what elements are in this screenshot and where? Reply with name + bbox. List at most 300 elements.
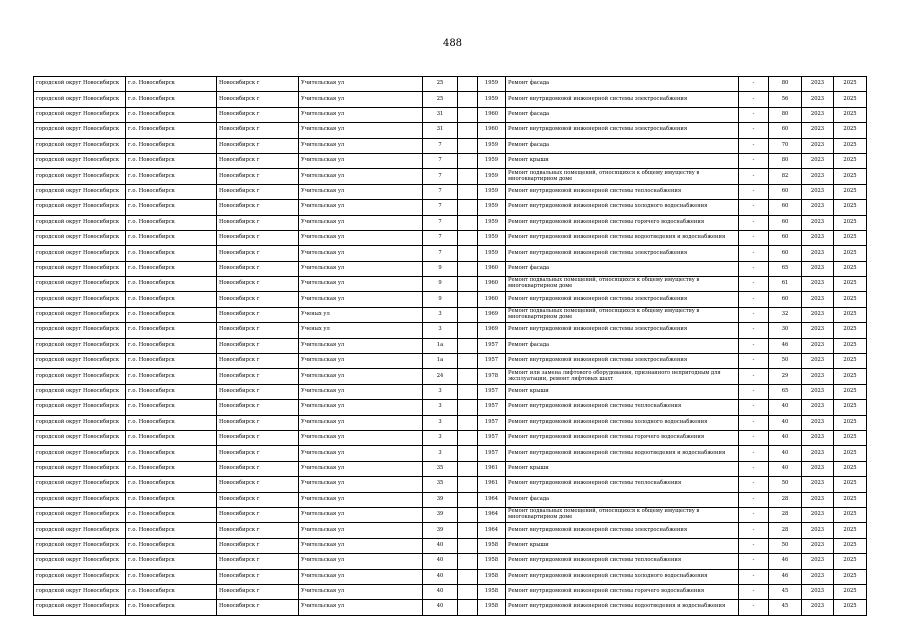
cell-year: 1957 [478,384,506,399]
cell-year: 1969 [478,307,506,322]
cell-building [458,323,478,338]
table-row [34,523,867,538]
cell-year-start: 2023 [802,384,834,399]
cell-percent: 82 [769,169,802,184]
cell-year-start: 2023 [802,138,834,153]
cell-house-number: 31 [423,107,458,122]
cell-year-end: 2025 [834,446,867,461]
table-body [34,77,867,616]
cell-work-type: Ремонт фасада [506,107,739,122]
cell-year-start: 2023 [802,215,834,230]
cell-settlement: Новосибирск г [217,338,299,353]
cell-year-start: 2023 [802,523,834,538]
cell-work-type: Ремонт внутридомовой инженерной системы водоотведения и водоснабжения [506,600,739,615]
table-row [34,538,867,553]
cell-percent: 46 [769,569,802,584]
cell-year: 1957 [478,354,506,369]
table-row [34,507,867,522]
cell-settlement: Новосибирск г [217,492,299,507]
cell-percent: 60 [769,123,802,138]
cell-year: 1959 [478,77,506,92]
cell-district: г.о. Новосибирск [126,600,217,615]
cell-house-number: 40 [423,554,458,569]
cell-year-start: 2023 [802,107,834,122]
cell-municipality: городской округ Новосибирск [34,153,126,168]
cell-year-start: 2023 [802,246,834,261]
cell-year-end: 2025 [834,338,867,353]
cell-percent: 32 [769,307,802,322]
cell-year-start: 2023 [802,369,834,384]
cell-empty-col: - [739,538,769,553]
cell-street: Ученых ул [299,323,423,338]
cell-percent: 65 [769,261,802,276]
cell-house-number: 40 [423,600,458,615]
cell-building [458,215,478,230]
table-row [34,369,867,384]
cell-empty-col: - [739,461,769,476]
cell-percent: 29 [769,369,802,384]
cell-year-start: 2023 [802,307,834,322]
cell-work-type: Ремонт крыши [506,384,739,399]
cell-work-type: Ремонт внутридомовой инженерной системы теплоснабжения [506,554,739,569]
cell-year: 1957 [478,415,506,430]
cell-district: г.о. Новосибирск [126,461,217,476]
cell-empty-col: - [739,600,769,615]
cell-work-type: Ремонт подвальных помещений, относящихся к общему имуществу в многоквартирном доме [506,169,739,184]
cell-work-type: Ремонт подвальных помещений, относящихся к общему имуществу в многоквартирном доме [506,277,739,292]
table-row [34,446,867,461]
cell-building [458,523,478,538]
cell-settlement: Новосибирск г [217,200,299,215]
cell-building [458,415,478,430]
cell-building [458,461,478,476]
cell-district: г.о. Новосибирск [126,507,217,522]
cell-year-end: 2025 [834,507,867,522]
table-row [34,153,867,168]
cell-settlement: Новосибирск г [217,569,299,584]
cell-percent: 70 [769,138,802,153]
cell-municipality: городской округ Новосибирск [34,461,126,476]
cell-year-start: 2023 [802,492,834,507]
cell-municipality: городской округ Новосибирск [34,477,126,492]
cell-settlement: Новосибирск г [217,92,299,107]
cell-year-end: 2025 [834,77,867,92]
cell-municipality: городской округ Новосибирск [34,92,126,107]
cell-settlement: Новосибирск г [217,461,299,476]
cell-street: Учительская ул [299,230,423,245]
cell-year: 1958 [478,554,506,569]
cell-district: г.о. Новосибирск [126,354,217,369]
cell-district: г.о. Новосибирск [126,153,217,168]
cell-year-end: 2025 [834,107,867,122]
cell-percent: 65 [769,384,802,399]
table-row [34,569,867,584]
table-row [34,261,867,276]
cell-year: 1958 [478,584,506,599]
cell-year-end: 2025 [834,230,867,245]
cell-settlement: Новосибирск г [217,261,299,276]
cell-empty-col: - [739,184,769,199]
cell-street: Учительская ул [299,446,423,461]
cell-municipality: городской округ Новосибирск [34,430,126,445]
cell-house-number: 3 [423,400,458,415]
cell-house-number: 35 [423,461,458,476]
cell-year-start: 2023 [802,507,834,522]
cell-year-end: 2025 [834,584,867,599]
cell-settlement: Новосибирск г [217,107,299,122]
cell-district: г.о. Новосибирск [126,430,217,445]
cell-settlement: Новосибирск г [217,77,299,92]
cell-house-number: 1а [423,338,458,353]
cell-building [458,569,478,584]
cell-year-end: 2025 [834,200,867,215]
cell-district: г.о. Новосибирск [126,384,217,399]
cell-street: Учительская ул [299,584,423,599]
cell-municipality: городской округ Новосибирск [34,415,126,430]
cell-empty-col: - [739,507,769,522]
cell-municipality: городской округ Новосибирск [34,215,126,230]
cell-percent: 40 [769,430,802,445]
cell-empty-col: - [739,523,769,538]
cell-street: Учительская ул [299,430,423,445]
cell-district: г.о. Новосибирск [126,569,217,584]
cell-year-end: 2025 [834,215,867,230]
cell-year: 1957 [478,446,506,461]
cell-municipality: городской округ Новосибирск [34,523,126,538]
cell-empty-col: - [739,323,769,338]
cell-year-end: 2025 [834,261,867,276]
cell-year-end: 2025 [834,138,867,153]
cell-percent: 28 [769,492,802,507]
cell-empty-col: - [739,292,769,307]
cell-district: г.о. Новосибирск [126,369,217,384]
cell-year-end: 2025 [834,554,867,569]
table-row [34,354,867,369]
cell-work-type: Ремонт внутридомовой инженерной системы теплоснабжения [506,400,739,415]
cell-year: 1958 [478,600,506,615]
cell-work-type: Ремонт подвальных помещений, относящихся к общему имуществу в многоквартирном доме [506,507,739,522]
cell-year-start: 2023 [802,430,834,445]
cell-work-type: Ремонт внутридомовой инженерной системы электроснабжения [506,292,739,307]
table-row [34,123,867,138]
cell-work-type: Ремонт внутридомовой инженерной системы горячего водоснабжения [506,430,739,445]
cell-district: г.о. Новосибирск [126,584,217,599]
cell-percent: 45 [769,584,802,599]
cell-municipality: городской округ Новосибирск [34,492,126,507]
cell-work-type: Ремонт фасада [506,77,739,92]
cell-building [458,492,478,507]
cell-year-start: 2023 [802,338,834,353]
cell-district: г.о. Новосибирск [126,492,217,507]
cell-building [458,123,478,138]
cell-building [458,246,478,261]
cell-empty-col: - [739,169,769,184]
cell-year-start: 2023 [802,261,834,276]
cell-building [458,538,478,553]
cell-house-number: 7 [423,169,458,184]
cell-year: 1959 [478,184,506,199]
table-row [34,107,867,122]
table-row [34,246,867,261]
cell-street: Учительская ул [299,400,423,415]
cell-municipality: городской округ Новосибирск [34,123,126,138]
table-row [34,415,867,430]
cell-percent: 46 [769,338,802,353]
table-row [34,430,867,445]
cell-house-number: 9 [423,292,458,307]
table-row [34,77,867,92]
cell-house-number: 25 [423,92,458,107]
table-row [34,92,867,107]
cell-building [458,77,478,92]
cell-year-end: 2025 [834,477,867,492]
cell-year-end: 2025 [834,400,867,415]
cell-municipality: городской округ Новосибирск [34,261,126,276]
cell-house-number: 7 [423,138,458,153]
cell-street: Учительская ул [299,169,423,184]
cell-house-number: 9 [423,277,458,292]
cell-percent: 40 [769,446,802,461]
cell-building [458,354,478,369]
cell-street: Учительская ул [299,600,423,615]
cell-street: Учительская ул [299,569,423,584]
cell-district: г.о. Новосибирск [126,446,217,461]
cell-district: г.о. Новосибирск [126,169,217,184]
table-row [34,600,867,615]
cell-work-type: Ремонт внутридомовой инженерной системы электроснабжения [506,523,739,538]
cell-street: Учительская ул [299,77,423,92]
cell-building [458,400,478,415]
cell-percent: 60 [769,200,802,215]
cell-year-start: 2023 [802,477,834,492]
cell-house-number: 1а [423,354,458,369]
cell-house-number: 40 [423,538,458,553]
cell-building [458,307,478,322]
cell-settlement: Новосибирск г [217,384,299,399]
cell-house-number: 39 [423,523,458,538]
cell-year-end: 2025 [834,415,867,430]
cell-year-end: 2025 [834,492,867,507]
cell-settlement: Новосибирск г [217,400,299,415]
cell-year-start: 2023 [802,123,834,138]
cell-street: Учительская ул [299,338,423,353]
cell-empty-col: - [739,584,769,599]
cell-house-number: 25 [423,77,458,92]
cell-house-number: 39 [423,507,458,522]
cell-settlement: Новосибирск г [217,323,299,338]
cell-empty-col: - [739,430,769,445]
cell-district: г.о. Новосибирск [126,323,217,338]
cell-year-start: 2023 [802,77,834,92]
cell-district: г.о. Новосибирск [126,184,217,199]
cell-settlement: Новосибирск г [217,446,299,461]
cell-empty-col: - [739,77,769,92]
cell-empty-col: - [739,200,769,215]
cell-year-start: 2023 [802,600,834,615]
cell-building [458,369,478,384]
table-row [34,169,867,184]
cell-empty-col: - [739,415,769,430]
cell-building [458,230,478,245]
cell-building [458,92,478,107]
cell-percent: 46 [769,554,802,569]
cell-empty-col: - [739,153,769,168]
cell-year-end: 2025 [834,369,867,384]
table-row [34,215,867,230]
cell-year-start: 2023 [802,584,834,599]
cell-municipality: городской округ Новосибирск [34,338,126,353]
cell-building [458,277,478,292]
cell-house-number: 7 [423,215,458,230]
table-row [34,323,867,338]
cell-year: 1960 [478,292,506,307]
cell-year: 1961 [478,461,506,476]
cell-street: Учительская ул [299,138,423,153]
cell-empty-col: - [739,554,769,569]
cell-percent: 56 [769,92,802,107]
cell-street: Учительская ул [299,184,423,199]
cell-year-end: 2025 [834,92,867,107]
cell-street: Учительская ул [299,215,423,230]
cell-street: Ученых ул [299,307,423,322]
cell-year: 1960 [478,277,506,292]
cell-building [458,200,478,215]
cell-municipality: городской округ Новосибирск [34,184,126,199]
cell-house-number: 3 [423,384,458,399]
cell-year-start: 2023 [802,323,834,338]
cell-empty-col: - [739,384,769,399]
cell-work-type: Ремонт фасада [506,492,739,507]
cell-municipality: городской округ Новосибирск [34,584,126,599]
cell-percent: 30 [769,323,802,338]
table-row [34,277,867,292]
cell-building [458,600,478,615]
cell-year: 1957 [478,338,506,353]
cell-district: г.о. Новосибирск [126,523,217,538]
cell-percent: 40 [769,415,802,430]
cell-municipality: городской округ Новосибирск [34,277,126,292]
cell-empty-col: - [739,369,769,384]
cell-percent: 80 [769,77,802,92]
cell-empty-col: - [739,215,769,230]
cell-street: Учительская ул [299,415,423,430]
cell-building [458,138,478,153]
cell-house-number: 7 [423,246,458,261]
cell-municipality: городской округ Новосибирск [34,107,126,122]
cell-municipality: городской округ Новосибирск [34,446,126,461]
cell-building [458,169,478,184]
cell-year-end: 2025 [834,354,867,369]
table-row [34,307,867,322]
cell-district: г.о. Новосибирск [126,230,217,245]
table-row [34,184,867,199]
cell-settlement: Новосибирск г [217,138,299,153]
cell-house-number: 40 [423,584,458,599]
table-row [34,492,867,507]
cell-empty-col: - [739,400,769,415]
cell-settlement: Новосибирск г [217,246,299,261]
cell-year-start: 2023 [802,277,834,292]
table-row [34,230,867,245]
cell-work-type: Ремонт внутридомовой инженерной системы электроснабжения [506,246,739,261]
cell-street: Учительская ул [299,384,423,399]
cell-percent: 60 [769,184,802,199]
cell-empty-col: - [739,92,769,107]
cell-district: г.о. Новосибирск [126,538,217,553]
cell-municipality: городской округ Новосибирск [34,323,126,338]
cell-empty-col: - [739,277,769,292]
cell-year-end: 2025 [834,538,867,553]
cell-district: г.о. Новосибирск [126,107,217,122]
cell-year: 1961 [478,477,506,492]
cell-district: г.о. Новосибирск [126,307,217,322]
cell-municipality: городской округ Новосибирск [34,307,126,322]
cell-work-type: Ремонт внутридомовой инженерной системы теплоснабжения [506,477,739,492]
cell-work-type: Ремонт фасада [506,261,739,276]
cell-building [458,584,478,599]
cell-municipality: городской округ Новосибирск [34,600,126,615]
table-row [34,338,867,353]
cell-percent: 45 [769,600,802,615]
cell-district: г.о. Новосибирск [126,277,217,292]
cell-year-end: 2025 [834,384,867,399]
cell-municipality: городской округ Новосибирск [34,384,126,399]
cell-percent: 28 [769,523,802,538]
cell-street: Учительская ул [299,507,423,522]
cell-work-type: Ремонт подвальных помещений, относящихся к общему имуществу в многоквартирном доме [506,307,739,322]
cell-work-type: Ремонт внутридомовой инженерной системы электроснабжения [506,323,739,338]
cell-work-type: Ремонт внутридомовой инженерной системы электроснабжения [506,92,739,107]
cell-street: Учительская ул [299,369,423,384]
cell-house-number: 7 [423,230,458,245]
cell-year-end: 2025 [834,153,867,168]
cell-year-start: 2023 [802,461,834,476]
cell-district: г.о. Новосибирск [126,400,217,415]
cell-settlement: Новосибирск г [217,307,299,322]
cell-work-type: Ремонт внутридомовой инженерной системы водоотведения и водоснабжения [506,446,739,461]
cell-empty-col: - [739,307,769,322]
cell-settlement: Новосибирск г [217,430,299,445]
cell-year: 1959 [478,92,506,107]
cell-settlement: Новосибирск г [217,477,299,492]
cell-year-start: 2023 [802,92,834,107]
cell-percent: 80 [769,107,802,122]
cell-percent: 60 [769,292,802,307]
cell-percent: 28 [769,507,802,522]
cell-year-start: 2023 [802,554,834,569]
cell-empty-col: - [739,138,769,153]
cell-district: г.о. Новосибирск [126,215,217,230]
cell-year: 1960 [478,107,506,122]
cell-percent: 61 [769,277,802,292]
cell-municipality: городской округ Новосибирск [34,230,126,245]
cell-year: 1969 [478,323,506,338]
cell-year: 1959 [478,215,506,230]
cell-percent: 50 [769,354,802,369]
cell-year-end: 2025 [834,184,867,199]
cell-work-type: Ремонт внутридомовой инженерной системы холодного водоснабжения [506,200,739,215]
table-row [34,461,867,476]
cell-year: 1964 [478,523,506,538]
cell-building [458,153,478,168]
cell-district: г.о. Новосибирск [126,246,217,261]
cell-street: Учительская ул [299,123,423,138]
cell-year: 1958 [478,569,506,584]
cell-building [458,184,478,199]
cell-building [458,446,478,461]
cell-settlement: Новосибирск г [217,230,299,245]
cell-settlement: Новосибирск г [217,292,299,307]
